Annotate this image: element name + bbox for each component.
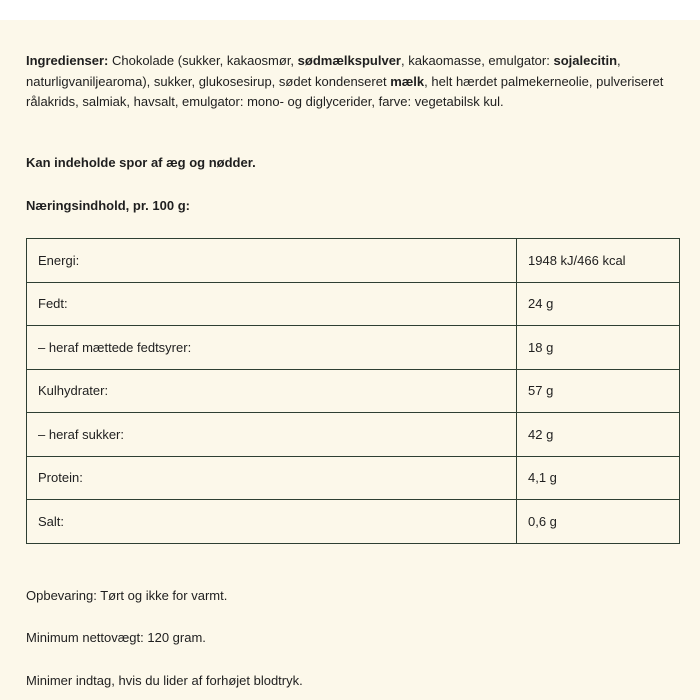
table-row bbox=[27, 239, 680, 283]
nutrient-label: Salt: bbox=[27, 500, 517, 544]
ingredients-part: , kakaomasse, emulgator: bbox=[401, 53, 554, 68]
ingredients-allergen: sødmælkspulver bbox=[297, 53, 401, 68]
nutrient-value: 42 g bbox=[517, 413, 680, 457]
nutrient-value: 24 g bbox=[517, 282, 680, 326]
nutrient-label: Kulhydrater: bbox=[27, 369, 517, 413]
table-row bbox=[27, 500, 680, 544]
product-info-panel bbox=[0, 20, 700, 700]
nutrition-heading: Næringsindhold, pr. 100 g: bbox=[26, 198, 190, 213]
nutrient-value: 0,6 g bbox=[517, 500, 680, 544]
ingredients-allergen: sojalecitin bbox=[553, 53, 618, 68]
storage-instructions: Opbevaring: Tørt og ikke for varmt. bbox=[26, 588, 228, 603]
table-row bbox=[27, 369, 680, 413]
table-row bbox=[27, 456, 680, 500]
nutrient-value: 18 g bbox=[517, 326, 680, 370]
nutrient-label: Energi: bbox=[27, 239, 517, 283]
nutrition-table bbox=[26, 238, 680, 544]
nutrient-value: 4,1 g bbox=[517, 456, 680, 500]
ingredients-part: Chokolade (sukker, kakaosmør, bbox=[108, 53, 298, 68]
ingredients-part: , helt hærdet palmekerneolie, pulveriseret rålakrids, salmiak, havsalt, emulgator: mono- og diglycerider, farve: vegetabilsk kul. bbox=[26, 73, 664, 109]
nutrient-value: 57 g bbox=[517, 369, 680, 413]
nutrient-label: – heraf sukker: bbox=[27, 413, 517, 457]
allergen-notice: Kan indeholde spor af æg og nødder. bbox=[26, 155, 256, 170]
nutrient-label: Protein: bbox=[27, 456, 517, 500]
table-row bbox=[27, 413, 680, 457]
health-advisory: Minimer indtag, hvis du lider af forhøjet blodtryk. bbox=[26, 673, 303, 688]
ingredients-label: Ingredienser: bbox=[26, 53, 109, 68]
net-weight: Minimum nettovægt: 120 gram. bbox=[26, 630, 206, 645]
ingredients-part: , naturligvaniljearoma), sukker, glukosesirup, sødet kondenseret bbox=[26, 53, 621, 89]
nutrient-label: – heraf mættede fedtsyrer: bbox=[27, 326, 517, 370]
table-row bbox=[27, 326, 680, 370]
nutrient-label: Fedt: bbox=[27, 282, 517, 326]
ingredients-allergen: mælk bbox=[390, 73, 425, 89]
table-row bbox=[27, 282, 680, 326]
nutrient-value: 1948 kJ/466 kcal bbox=[517, 239, 680, 283]
ingredients-text bbox=[26, 51, 686, 113]
